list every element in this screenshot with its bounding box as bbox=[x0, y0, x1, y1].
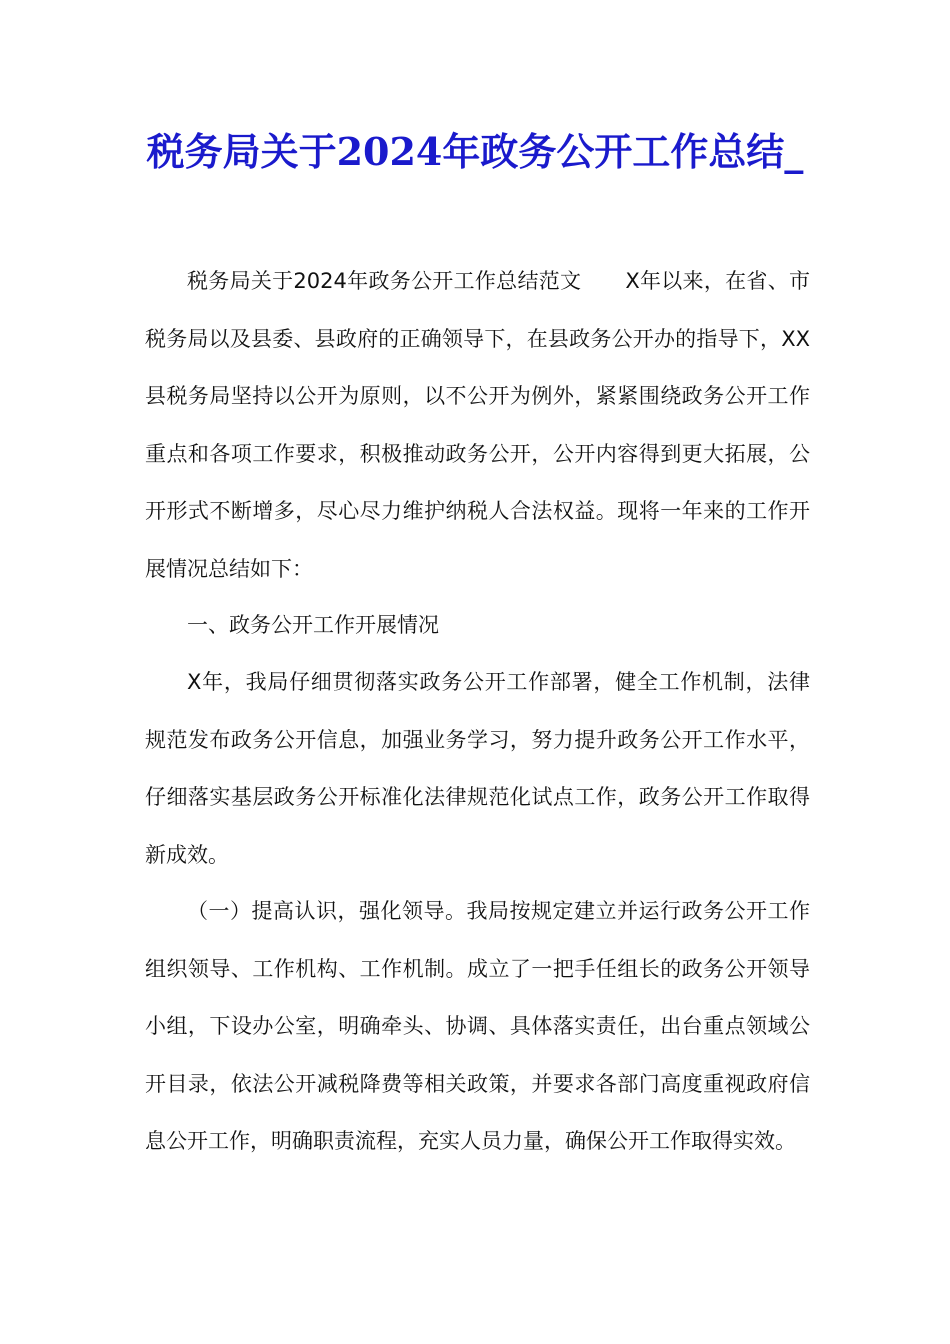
section-heading: 一、政务公开工作开展情况 bbox=[187, 613, 439, 637]
intro-paragraph bbox=[145, 253, 810, 598]
intro-lead-text: 税务局关于2024年政务公开工作总结范文 bbox=[187, 269, 582, 293]
section-paragraph: X年，我局仔细贯彻落实政务公开工作部署，健全工作机制，法律规范发布政务公开信息，加强业务学习，努力提升政务公开工作水平，仔细落实基层政务公开标准化法律规范化试点工作，政务公开工作取得新成效。 bbox=[145, 670, 810, 867]
document-title: 税务局关于2024年政务公开工作总结_ bbox=[146, 129, 804, 174]
item-one-paragraph: （一）提高认识，强化领导。我局按规定建立并运行政务公开工作组织领导、工作机构、工作机制。成立了一把手任组长的政务公开领导小组，下设办公室，明确牵头、协调、具体落实责任，出台重点领域公开目录，依法公开减税降费等相关政策，并要求各部门高度重视政府信息公开工作，明确职责流程，充实人员力量，确保公开工作取得实效。 bbox=[145, 899, 810, 1153]
intro-body-text: X年以来，在省、市税务局以及县委、县政府的正确领导下，在县政务公开办的指导下，XX县税务局坚持以公开为原则，以不公开为例外，紧紧围绕政务公开工作重点和各项工作要求，积极推动政务公开，公开内容得到更大拓展，公开形式不断增多，尽心尽力维护纳税人合法权益。现将一年来的工作开展情况总结如下： bbox=[145, 269, 810, 581]
